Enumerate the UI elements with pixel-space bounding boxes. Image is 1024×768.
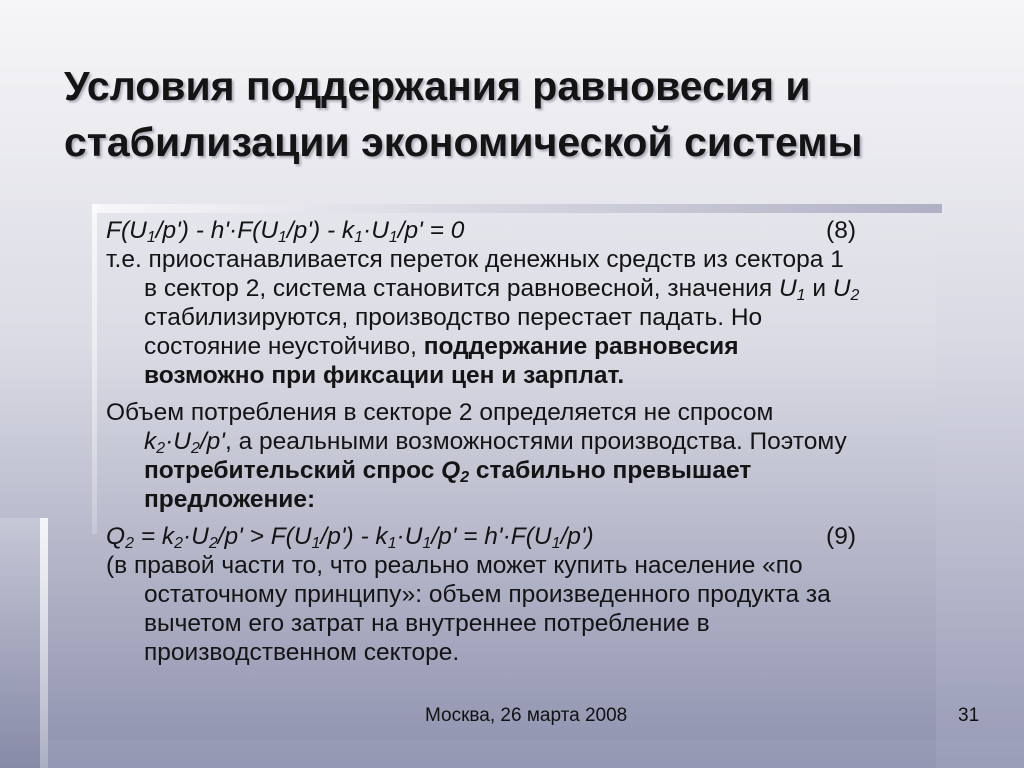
decor-line-vertical xyxy=(92,204,97,534)
paragraph-1-bold-1: поддержание равновесия xyxy=(423,333,739,360)
decor-line-top xyxy=(92,204,942,213)
equation-9 xyxy=(106,522,856,551)
equation-8-number: (8) xyxy=(826,217,856,244)
footer-date: Москва, 26 марта 2008 xyxy=(425,705,628,726)
paragraph-1-and: и xyxy=(805,275,833,302)
paragraph-2 xyxy=(106,398,956,514)
paragraph-2-bold-pre: потребительский спрос xyxy=(144,457,442,484)
paragraph-2-bold-line-2: предложение: xyxy=(144,486,316,513)
decor-line-left xyxy=(40,518,48,768)
paragraph-1-line-2: в сектор 2, система становится равновесной, значения xyxy=(144,275,779,302)
var-q2: $Q_2$ xyxy=(441,457,470,486)
equation-9-number: (9) xyxy=(826,523,856,550)
equation-8-formula: $F(U_1/p') - h'\cdot F(U_1/p') - k_1\cdot U_1/p' = 0$ xyxy=(106,217,465,246)
title-line-1: Условия поддержания равновесия и xyxy=(64,63,811,109)
page-number: 31 xyxy=(958,705,980,726)
equation-8 xyxy=(106,216,856,245)
expr-k2u2p: $k_2\cdot U_2/p'$ xyxy=(144,428,225,457)
paragraph-3 xyxy=(106,551,956,667)
paragraph-1-bold-2: возможно при фиксации цен и зарплат. xyxy=(144,362,625,389)
paragraph-2-line-1: Объем потребления в секторе 2 определяется не спросом xyxy=(106,399,774,426)
paragraph-3-line-3: вычетом его затрат на внутреннее потребление в xyxy=(144,610,710,637)
paragraph-3-line-1: (в правой части то, что реально может купить население «по xyxy=(106,552,803,579)
equation-9-formula: $Q_2 = k_2\cdot U_2/p' > F(U_1/p') - k_1\cdot U_1/p' = h'\cdot F(U_1/p')$ xyxy=(106,523,594,552)
paragraph-1-line-1: т.е. приостанавливается переток денежных средств из сектора 1 xyxy=(106,246,844,273)
paragraph-2-bold-post: стабильно превышает xyxy=(469,457,752,484)
slide-title xyxy=(64,58,984,170)
paragraph-2-line-2: , а реальными возможностями производства. Поэтому xyxy=(224,428,847,455)
var-u1: $U_1$ xyxy=(778,275,806,304)
paragraph-3-line-2: остаточному принципу»: объем произведенного продукта за xyxy=(144,581,831,608)
paragraph-1-line-3: стабилизируются, производство перестает падать. Но xyxy=(144,304,763,331)
decor-panel-left xyxy=(0,518,40,768)
paragraph-3-line-4: производственном секторе. xyxy=(144,639,460,666)
decor-panel-bottom xyxy=(48,740,1024,768)
paragraph-1-line-4: состояние неустойчиво, xyxy=(144,333,424,360)
paragraph-2-bold xyxy=(144,457,751,484)
title-line-2: стабилизации экономической системы xyxy=(64,119,863,165)
slide-content xyxy=(106,216,956,667)
paragraph-1 xyxy=(106,245,956,390)
var-u2: $U_2$ xyxy=(832,275,860,304)
